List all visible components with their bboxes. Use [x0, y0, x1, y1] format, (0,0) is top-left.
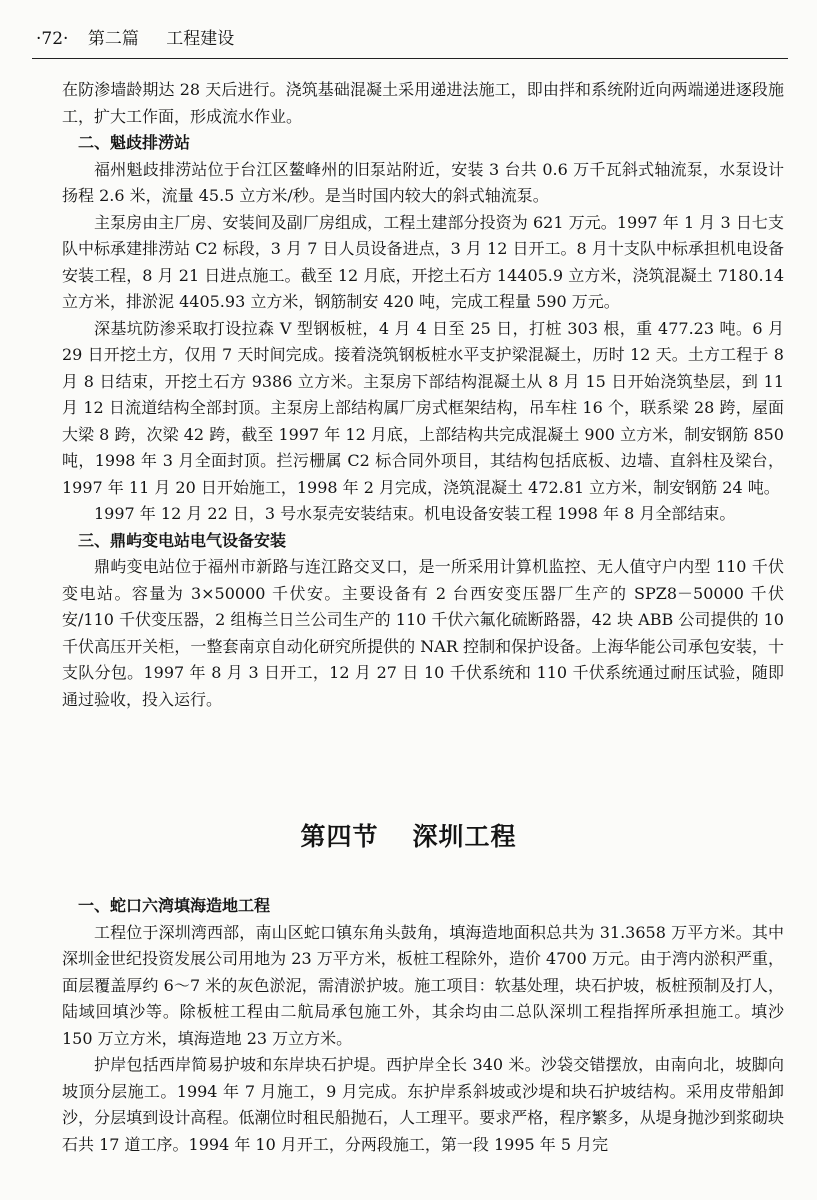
- section-heading-shekou: 一、蛇口六湾填海造地工程: [78, 896, 271, 915]
- paragraph: 福州魁歧排涝站位于台江区鳌峰州的旧泵站附近，安装 3 台共 0.6 万千瓦斜式轴流泵，水泵设计扬程 2.6 米，流量 45.5 立方米/秒。是当时国内较大的斜式轴流泵。: [62, 159, 784, 205]
- paragraph: 在防渗墙龄期达 28 天后进行。浇筑基础混凝土采用递进法施工，即由拌和系统附近向两端递进逐段施工，扩大工作面，形成流水作业。: [62, 80, 784, 126]
- page-number: ·72·: [36, 29, 69, 49]
- top-text-block: [62, 77, 784, 713]
- part-section-title: 工程建设: [166, 29, 235, 49]
- paragraph: 主泵房由主厂房、安装间及副厂房组成，工程土建部分投资为 621 万元。1997 年 1 月 3 日七支队中标承建排涝站 C2 标段，3 月 7 日人员设备进点，3 月 12 日开工。8 月十支队中标承担机电设备安装工程，8 月 21 日进点施工。截至 12 月底，开挖土石方 14405.9 立方米，浇筑混凝土 7180.14 立方米，排淤泥 4405.93 立方米，钢筋制安 420 吨，完成工程量 590 万元。: [62, 212, 784, 311]
- header-rule: [32, 58, 788, 59]
- section-heading-kuiqi: 二、魁歧排涝站: [78, 133, 191, 152]
- section-heading-dingyu: 三、鼎屿变电站电气设备安装: [78, 530, 287, 550]
- paragraph: 1997 年 12 月 22 日，3 号水泵壳安装结束。机电设备安装工程 1998 年 8 月全部结束。: [94, 504, 736, 523]
- bottom-text-block: [62, 893, 784, 1158]
- page-header: [32, 24, 784, 54]
- chapter-number: 第四节: [300, 822, 379, 851]
- chapter-heading: [0, 817, 817, 853]
- paragraph: 鼎屿变电站位于福州市新路与连江路交叉口，是一所采用计算机监控、无人值守户内型 110 千伏变电站。容量为 3×50000 千伏安。主要设备有 2 台西安变压器厂生产的 SPZ8－50000 千伏安/110 千伏变压器，2 组梅兰日兰公司生产的 110 千伏六氟化硫断路器，42 块 ABB 公司提供的 10 千伏高压开关柜，一整套南京自动化研究所提供的 NAR 控制和保护设备。上海华能公司承包安装，十支队分包。1997 年 8 月 3 日开工，12 月 27 日 10 千伏系统和 110 千伏系统通过耐压试验，随即通过验收，投入运行。: [62, 557, 784, 709]
- chapter-title: 深圳工程: [412, 822, 517, 851]
- paragraph: 深基坑防渗采取打设拉森 V 型钢板桩，4 月 4 日至 25 日，打桩 303 根，重 477.23 吨。6 月 29 日开挖土方，仅用 7 天时间完成。接着浇筑钢板桩水平支护梁混凝土，历时 12 天。土方工程于 8 月 8 日结束，开挖土石方 9386 立方米。主泵房下部结构混凝土从 8 月 15 日开始浇筑垫层，到 11 月 12 日流道结构全部封顶。主泵房上部结构属厂房式框架结构，吊车柱 16 个，联系梁 28 跨，屋面大梁 8 跨，次梁 42 跨，截至 1997 年 12 月底，上部结构共完成混凝土 900 立方米，制安钢筋 850 吨，1998 年 3 月全面封顶。拦污栅属 C2 标合同外项目，其结构包括底板、边墙、直斜柱及梁台，1997 年 11 月 20 日开始施工，1998 年 2 月完成，浇筑混凝土 472.81 立方米，制安钢筋 24 吨。: [62, 318, 784, 497]
- part-title: 第二篇: [87, 29, 139, 49]
- paragraph: 护岸包括西岸简易护坡和东岸块石护堤。西护岸全长 340 米。沙袋交错摆放，由南向北，坡脚向坡顶分层施工。1994 年 7 月施工，9 月完成。东护岸系斜坡或沙堤和块石护坡结构。采用皮带船卸沙，分层填到设计高程。低潮位时租民船抛石，人工理平。要求严格，程序繁多，从堤身抛沙到浆砌块石共 17 道工序。1994 年 10 月开工，分两段施工，第一段 1995 年 5 月完: [62, 1055, 784, 1154]
- paragraph: 工程位于深圳湾西部，南山区蛇口镇东角头鼓角，填海造地面积总共为 31.3658 万平方米。其中深圳金世纪投资发展公司用地为 23 万平方米，板桩工程除外，造价 4700 万元。由于湾内淤积严重，面层覆盖厚约 6～7 米的灰色淤泥，需清淤护坡。施工项目：软基处理，块石护坡，板桩预制及打人，陆域回填沙等。除板桩工程由二航局承包施工外，其余均由二总队深圳工程指挥所承担施工。填沙 150 万立方米，填海造地 23 万立方米。: [62, 922, 784, 1048]
